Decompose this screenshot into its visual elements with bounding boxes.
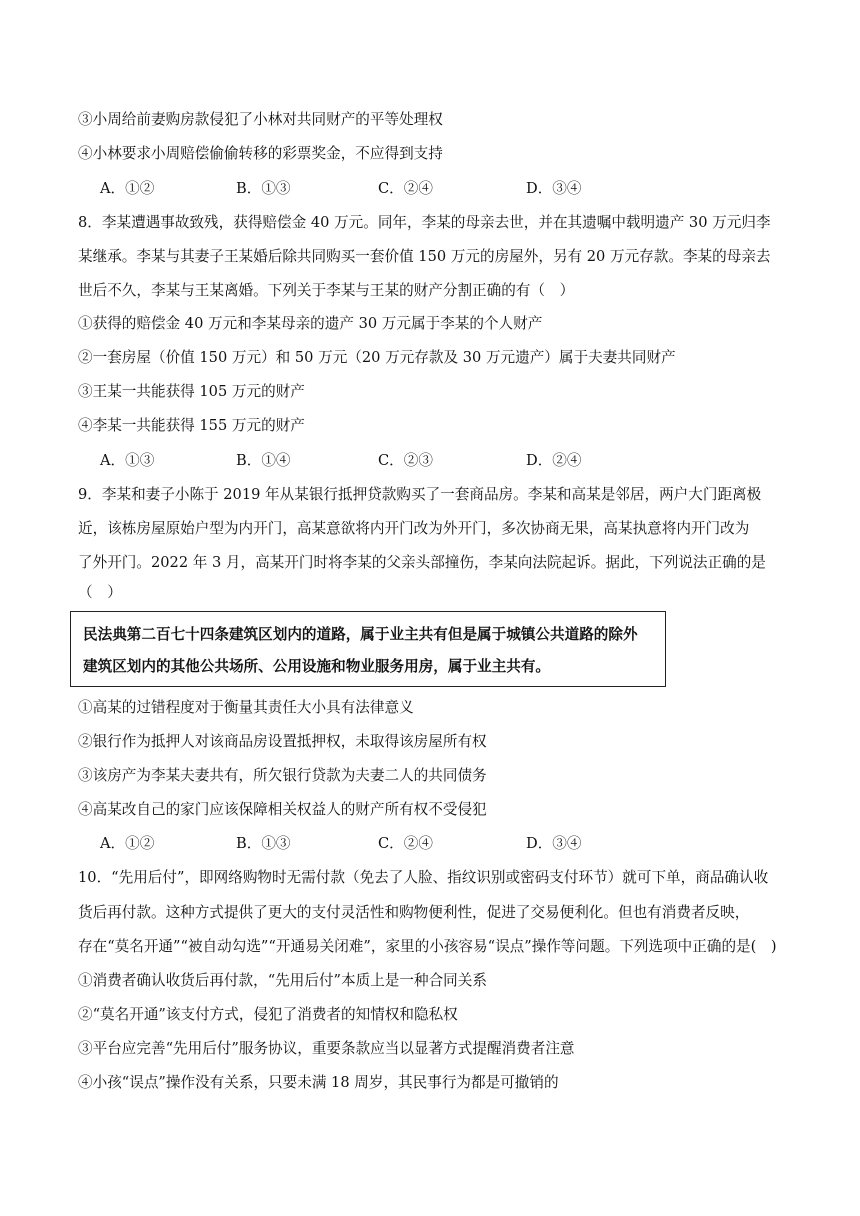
q8-stem-line-3: 世后不久，李某与王某离婚。下列关于李某与王某的财产分割正确的有（ ） [78, 282, 575, 299]
q9-option-a: A．①② [100, 835, 155, 852]
q9-option-d: D．③④ [526, 835, 582, 852]
q8-stem-line-1: 8．李某遭遇事故致残，获得赔偿金 40 万元。同年，李某的母亲去世，并在其遗嘱中载明遗产 30 万元归李 [78, 214, 771, 231]
q10-statement-2: ②“莫名开通”该支付方式，侵犯了消费者的知情权和隐私权 [78, 1006, 458, 1023]
q9-stem-line-3: 了外开门。2022 年 3 月，高某开门时将李某的父亲头部撞伤，李某向法院起诉。据此，下列说法正确的是 [78, 554, 766, 571]
q10-statement-1: ①消费者确认收货后再付款，“先用后付”本质上是一种合同关系 [78, 972, 487, 989]
q9-statement-3: ③该房产为李某夫妻共有，所欠银行贷款为夫妻二人的共同债务 [78, 767, 487, 784]
q10-stem-line-1: 10．“先用后付”，即网络购物时无需付款（免去了人脸、指纹识别或密码支付环节）就可下单，商品确认收 [78, 869, 769, 886]
q10-statement-3: ③平台应完善“先用后付”服务协议，重要条款应当以显著方式提醒消费者注意 [78, 1040, 575, 1057]
q8-statement-2: ②一套房屋（价值 150 万元）和 50 万元（20 万元存款及 30 万元遗产）属于夫妻共同财产 [78, 349, 676, 366]
q9-statement-1: ①高某的过错程度对于衡量其责任大小具有法律意义 [78, 699, 414, 716]
q7-option-b: B．①③ [236, 180, 291, 197]
q8-statement-1: ①获得的赔偿金 40 万元和李某母亲的遗产 30 万元属于李某的个人财产 [78, 315, 543, 332]
q10-stem-line-2: 货后再付款。这种方式提供了更大的支付灵活性和购物便利性，促进了交易便利化。但也有消费者反映， [78, 904, 750, 921]
q10-stem-line-3: 存在“莫名开通”“被自动勾选”“开通易关闭难”，家里的小孩容易“误点”操作等问题。下列选项中正确的是( ) [78, 938, 777, 955]
q9-statement-2: ②银行作为抵押人对该商品房设置抵押权，未取得该房屋所有权 [78, 733, 487, 750]
q9-stem-line-1: 9．李某和妻子小陈于 2019 年从某银行抵押贷款购买了一套商品房。李某和高某是邻居，两户大门距离极 [78, 486, 762, 503]
q9-statement-4: ④高某改自己的家门应该保障相关权益人的财产所有权不受侵犯 [78, 801, 487, 818]
q8-option-c: C．②③ [378, 452, 433, 469]
q8-option-d: D．②④ [526, 452, 582, 469]
q8-statement-4: ④李某一共能获得 155 万元的财产 [78, 417, 305, 434]
civil-code-excerpt-box [70, 611, 666, 687]
q7-statement-4: ④小林要求小周赔偿偷偷转移的彩票奖金，不应得到支持 [78, 145, 443, 162]
civil-code-line-1: 民法典第二百七十四条建筑区划内的道路，属于业主共有但是属于城镇公共道路的除外 [83, 626, 638, 643]
q10-statement-4: ④小孩“误点”操作没有关系，只要未满 18 周岁，其民事行为都是可撤销的 [78, 1074, 559, 1091]
q8-statement-3: ③王某一共能获得 105 万元的财产 [78, 383, 305, 400]
q8-option-b: B．①④ [236, 452, 291, 469]
q7-option-c: C．②④ [378, 180, 433, 197]
q8-option-a: A．①③ [100, 452, 155, 469]
civil-code-line-2: 建筑区划内的其他公共场所、公用设施和物业服务用房，属于业主共有。 [83, 658, 551, 675]
q9-stem-line-2: 近，该栋房屋原始户型为内开门，高某意欲将内开门改为外开门，多次协商无果，高某执意将内开门改为 [78, 520, 750, 537]
q7-statement-3: ③小周给前妻购房款侵犯了小林对共同财产的平等处理权 [78, 111, 443, 128]
q9-stem-line-4: （ ） [78, 584, 122, 601]
q9-option-b: B．①③ [236, 835, 291, 852]
q7-option-a: A．①② [100, 180, 155, 197]
q7-option-d: D．③④ [526, 180, 582, 197]
q9-option-c: C．②④ [378, 835, 433, 852]
q8-stem-line-2: 某继承。李某与其妻子王某婚后除共同购买一套价值 150 万元的房屋外，另有 20 万元存款。李某的母亲去 [78, 248, 771, 265]
